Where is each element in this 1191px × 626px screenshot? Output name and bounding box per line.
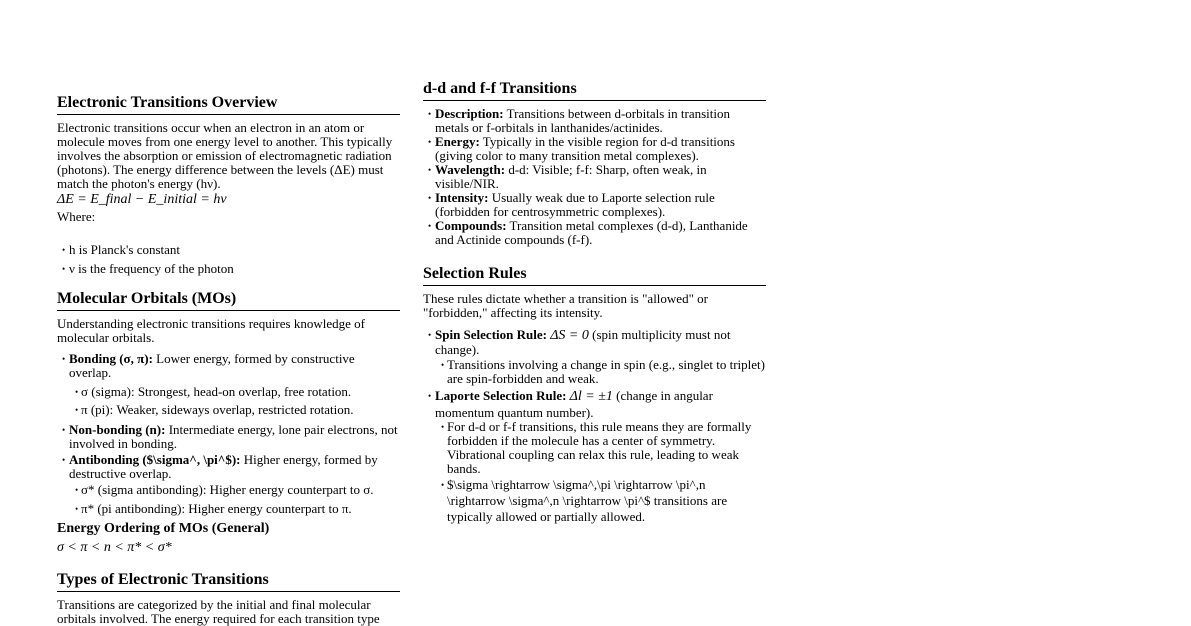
bonding-sub-list-2 <box>57 403 400 417</box>
mos-section <box>57 289 400 345</box>
ddff-section <box>423 79 766 247</box>
list-item: • h is Planck's constant <box>57 243 400 257</box>
overview-heading: Electronic Transitions Overview <box>57 93 400 115</box>
list-item: • $\sigma \rightarrow \sigma^,\pi \rightarrow \pi^,n \rightarrow \sigma^,n \rightarrow \pi^$ transitions are typically allowed or partially allowed. <box>423 477 766 525</box>
where-label: Where: <box>57 209 96 224</box>
bonding-sub-list <box>57 385 400 399</box>
list-item: • Compounds: Transition metal complexes (d-d), Lanthanide and Actinide compounds (f-f). <box>423 219 766 247</box>
types-intro: Transitions are categorized by the initial and final molecular orbitals involved. The energy required for each transition type <box>57 597 380 626</box>
list-item: • For d-d or f-f transitions, this rule means they are formally forbidden if the molecule has a center of symmetry. Vibrational coupling can relax this rule, leading to weak bands. <box>423 420 766 476</box>
types-heading: Types of Electronic Transitions <box>57 570 400 592</box>
list-item: • Wavelength: d-d: Visible; f-f: Sharp, often weak, in visible/NIR. <box>423 163 766 191</box>
overview-intro: Electronic transitions occur when an electron in an atom or molecule moves from one energy level to another. This typically involves the absorption or emission of electromagnetic radiation (photons). The energy difference between the levels (ΔE) must match the photon's energy (hν). <box>57 120 393 191</box>
rules-intro: These rules dictate whether a transition is "allowed" or "forbidden," affecting its intensity. <box>423 291 708 320</box>
antibonding-list <box>57 453 400 481</box>
overview-section <box>57 93 400 224</box>
list-item: • Antibonding ($\sigma^, \pi^$): Higher energy, formed by destructive overlap. <box>57 453 400 481</box>
ordering-equation: σ < π < n < π* < σ* <box>57 540 172 555</box>
list-item: • σ (sigma): Strongest, head-on overlap, free rotation. <box>57 385 400 399</box>
antibonding-sub-list <box>57 483 400 497</box>
list-item: • Laporte Selection Rule: Δl = ±1 (change in angular momentum quantum number). <box>423 388 766 421</box>
list-item: • Spin Selection Rule: ΔS = 0 (spin multiplicity must not change). <box>423 328 766 357</box>
mos-intro: Understanding electronic transitions requires knowledge of molecular orbitals. <box>57 316 365 345</box>
types-section <box>57 570 400 626</box>
list-item: • Bonding (σ, π): Lower energy, formed by constructive overlap. <box>57 352 400 380</box>
overview-list-2 <box>57 262 400 276</box>
laporte-rule-list <box>423 388 766 421</box>
antibonding-sub-list-2 <box>57 502 400 516</box>
laporte-sub-list <box>423 420 766 476</box>
ordering-heading: Energy Ordering of MOs (General) <box>57 521 270 536</box>
nonbonding-list <box>57 423 400 451</box>
list-item: • Intensity: Usually weak due to Laporte selection rule (forbidden for centrosymmetric complexes). <box>423 191 766 219</box>
rules-section <box>423 264 766 320</box>
mos-heading: Molecular Orbitals (MOs) <box>57 289 400 311</box>
rules-heading: Selection Rules <box>423 264 766 286</box>
list-item: • Transitions involving a change in spin (e.g., singlet to triplet) are spin-forbidden and weak. <box>423 358 766 386</box>
laporte-sub-list-2 <box>423 477 766 525</box>
energy-equation: ΔE = E_final − E_initial = hν <box>57 192 227 207</box>
spin-rule-list <box>423 328 766 357</box>
bonding-list <box>57 352 400 380</box>
ddff-list <box>423 107 766 247</box>
list-item: • ν is the frequency of the photon <box>57 262 400 276</box>
list-item: • π* (pi antibonding): Higher energy counterpart to π. <box>57 502 400 516</box>
ordering-section <box>57 521 400 555</box>
ddff-heading: d-d and f-f Transitions <box>423 79 766 101</box>
overview-list <box>57 243 400 257</box>
list-item: • π (pi): Weaker, sideways overlap, restricted rotation. <box>57 403 400 417</box>
list-item: • σ* (sigma antibonding): Higher energy counterpart to σ. <box>57 483 400 497</box>
list-item: • Energy: Typically in the visible region for d-d transitions (giving color to many transition metal complexes). <box>423 135 766 163</box>
spin-sub-list <box>423 358 766 386</box>
list-item: • Description: Transitions between d-orbitals in transition metals or f-orbitals in lanthanides/actinides. <box>423 107 766 135</box>
list-item: • Non-bonding (n): Intermediate energy, lone pair electrons, not involved in bonding. <box>57 423 400 451</box>
